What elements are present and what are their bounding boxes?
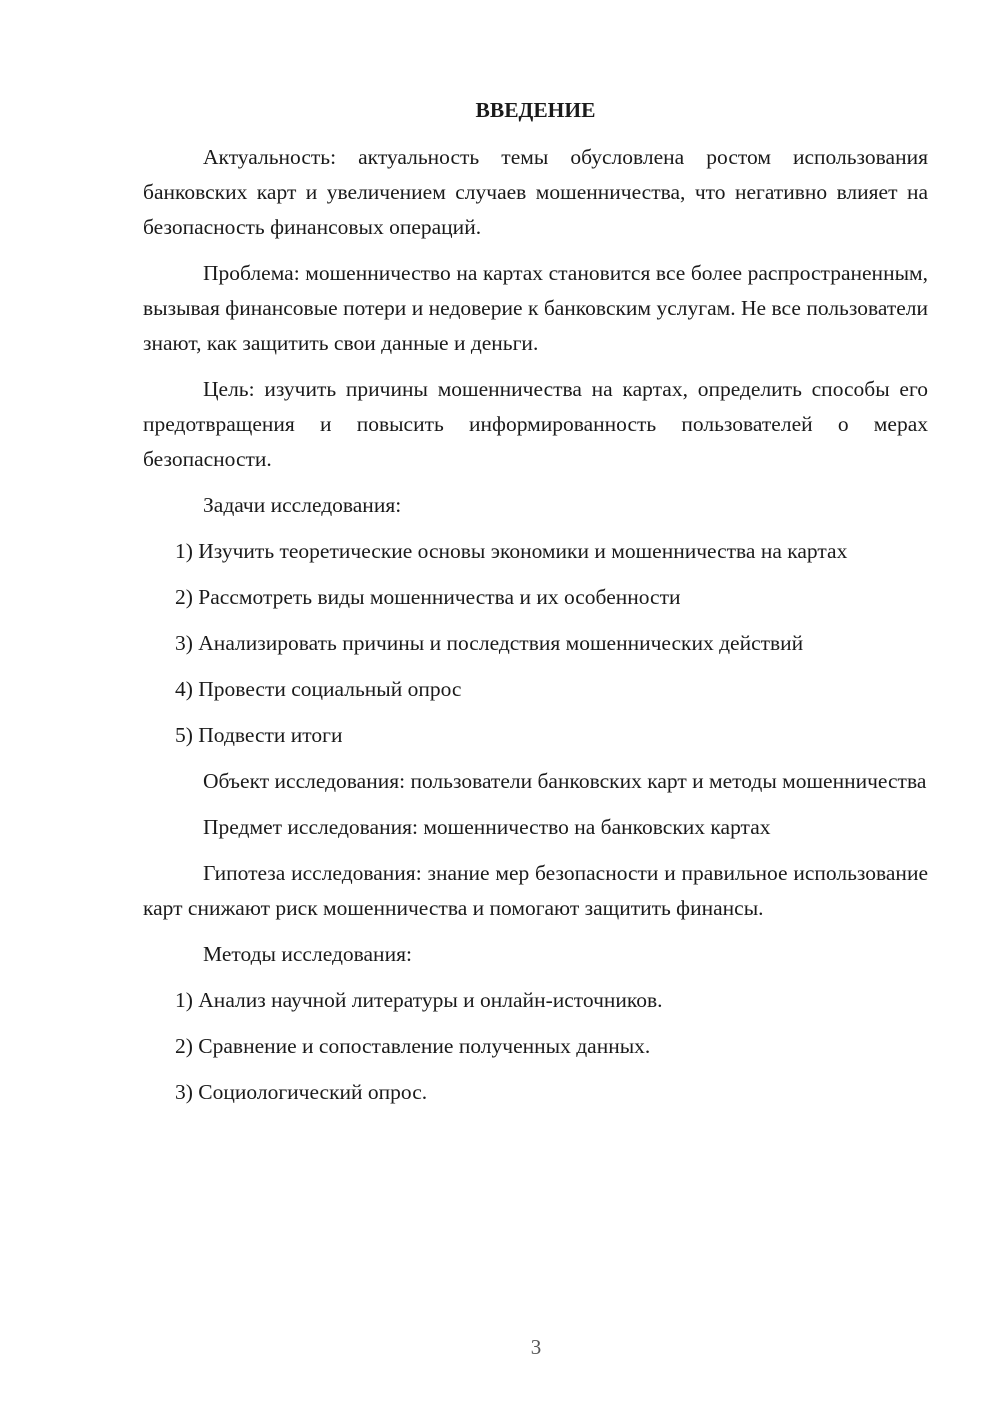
task-item: 1) Изучить теоретические основы экономики и мошенничества на картах [175,539,848,563]
page-number: 3 [530,1335,542,1359]
goal-paragraph: Цель: изучить причины мошенничества на картах, определить способы его предотвращения и повысить информированность пользователей о мерах безопасности. [143,377,928,471]
hypothesis-paragraph: Гипотеза исследования: знание мер безопасности и правильное использование карт снижают риск мошенничества и помогают защитить финансы. [143,861,928,920]
subject-paragraph: Предмет исследования: мошенничество на банковских картах [203,815,771,839]
task-item: 4) Провести социальный опрос [175,677,462,701]
task-item: 2) Рассмотреть виды мошенничества и их особенности [175,585,681,609]
section-title: ВВЕДЕНИЕ [475,98,596,122]
relevance-paragraph: Актуальность: актуальность темы обусловлена ростом использования банковских карт и увеличением случаев мошенничества, что негативно влияет на безопасность финансовых операций. [143,145,928,239]
task-item: 5) Подвести итоги [175,723,343,747]
page-content [143,93,928,1121]
methods-heading: Методы исследования: [203,942,412,966]
method-item: 2) Сравнение и сопоставление полученных данных. [175,1034,651,1058]
problem-paragraph: Проблема: мошенничество на картах становится все более распространенным, вызывая финансовые потери и недоверие к банковским услугам. Не все пользователи знают, как защитить свои данные и деньги. [143,261,928,355]
task-item: 3) Анализировать причины и последствия мошеннических действий [175,631,804,655]
tasks-heading: Задачи исследования: [203,493,402,517]
method-item: 3) Социологический опрос. [175,1080,428,1104]
method-item: 1) Анализ научной литературы и онлайн-источников. [175,988,663,1012]
object-paragraph: Объект исследования: пользователи банковских карт и методы мошенничества [203,769,927,793]
